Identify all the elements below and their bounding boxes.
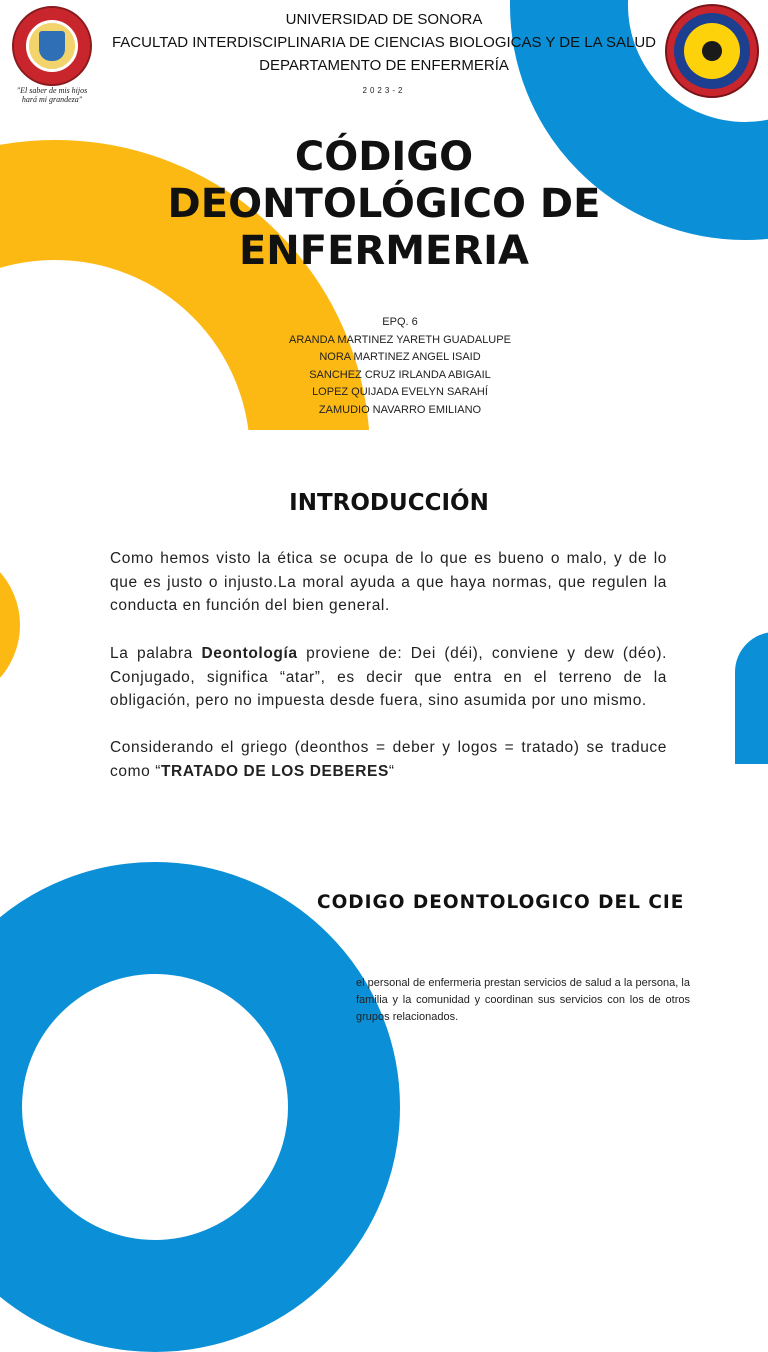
period: 2023-2 bbox=[362, 86, 406, 95]
faculty-name: FACULTAD INTERDISCIPLINARIA DE CIENCIAS BIOLOGICAS Y DE LA SALUD bbox=[111, 34, 657, 51]
text-span: “ bbox=[388, 762, 395, 780]
team-list bbox=[0, 314, 768, 419]
team-member: ARANDA MARTINEZ YARETH GUADALUPE bbox=[289, 333, 511, 346]
cie-heading: CODIGO DEONTOLOGICO DEL CIE bbox=[317, 892, 685, 913]
university-name: UNIVERSIDAD DE SONORA bbox=[285, 11, 483, 28]
motto-line: "El saber de mis hijos bbox=[16, 86, 88, 95]
intro-paragraph-1: Como hemos visto la ética se ocupa de lo que es bueno o malo, y de lo que es justo o injusto.La moral ayuda a que haya normas, que regulen la conducta en función del bien general. bbox=[110, 550, 667, 614]
department-name: DEPARTAMENTO DE ENFERMERÍA bbox=[259, 57, 509, 74]
intro-paragraph-3 bbox=[110, 736, 667, 783]
text-span: Considerando el griego (deonthos = deber y logos = tratado) se traduce como “ bbox=[110, 739, 667, 780]
blue-bar-decoration-right bbox=[735, 632, 768, 764]
text-span: La palabra bbox=[110, 645, 202, 662]
bold-term: TRATADO DE LOS DEBERES bbox=[160, 762, 389, 780]
title-line: CÓDIGO bbox=[294, 134, 474, 180]
team-member: SANCHEZ CRUZ IRLANDA ABIGAIL bbox=[309, 368, 491, 381]
team-member: LOPEZ QUIJADA EVELYN SARAHÍ bbox=[312, 386, 488, 398]
intro-paragraph-2 bbox=[110, 642, 667, 713]
text-span: proviene de: Dei (déi), conviene y dew (déo). Conjugado, significa “atar”, es decir que entra en el terreno de la obligación, pero no impuesta desde fuera, sino asumida por uno mismo. bbox=[110, 645, 667, 709]
team-member: NORA MARTINEZ ANGEL ISAID bbox=[319, 351, 481, 363]
title-line: DEONTOLÓGICO DE bbox=[167, 181, 601, 227]
bold-term: Deontología bbox=[201, 645, 298, 662]
blue-ring-decoration-bottom bbox=[0, 862, 400, 1352]
title-line: ENFERMERIA bbox=[238, 228, 530, 274]
team-member: ZAMUDIO NAVARRO EMILIANO bbox=[318, 403, 482, 416]
cie-paragraph: el personal de enfermeria prestan servicios de salud a la persona, la familia y la comunidad y coordinan sus servicios con los de otros grupos relacionados. bbox=[356, 977, 690, 1023]
intro-heading: INTRODUCCIÓN bbox=[289, 490, 489, 516]
document-title bbox=[0, 134, 768, 275]
team-label: EPQ. 6 bbox=[382, 316, 418, 328]
motto-line: hará mi grandeza" bbox=[21, 95, 83, 104]
